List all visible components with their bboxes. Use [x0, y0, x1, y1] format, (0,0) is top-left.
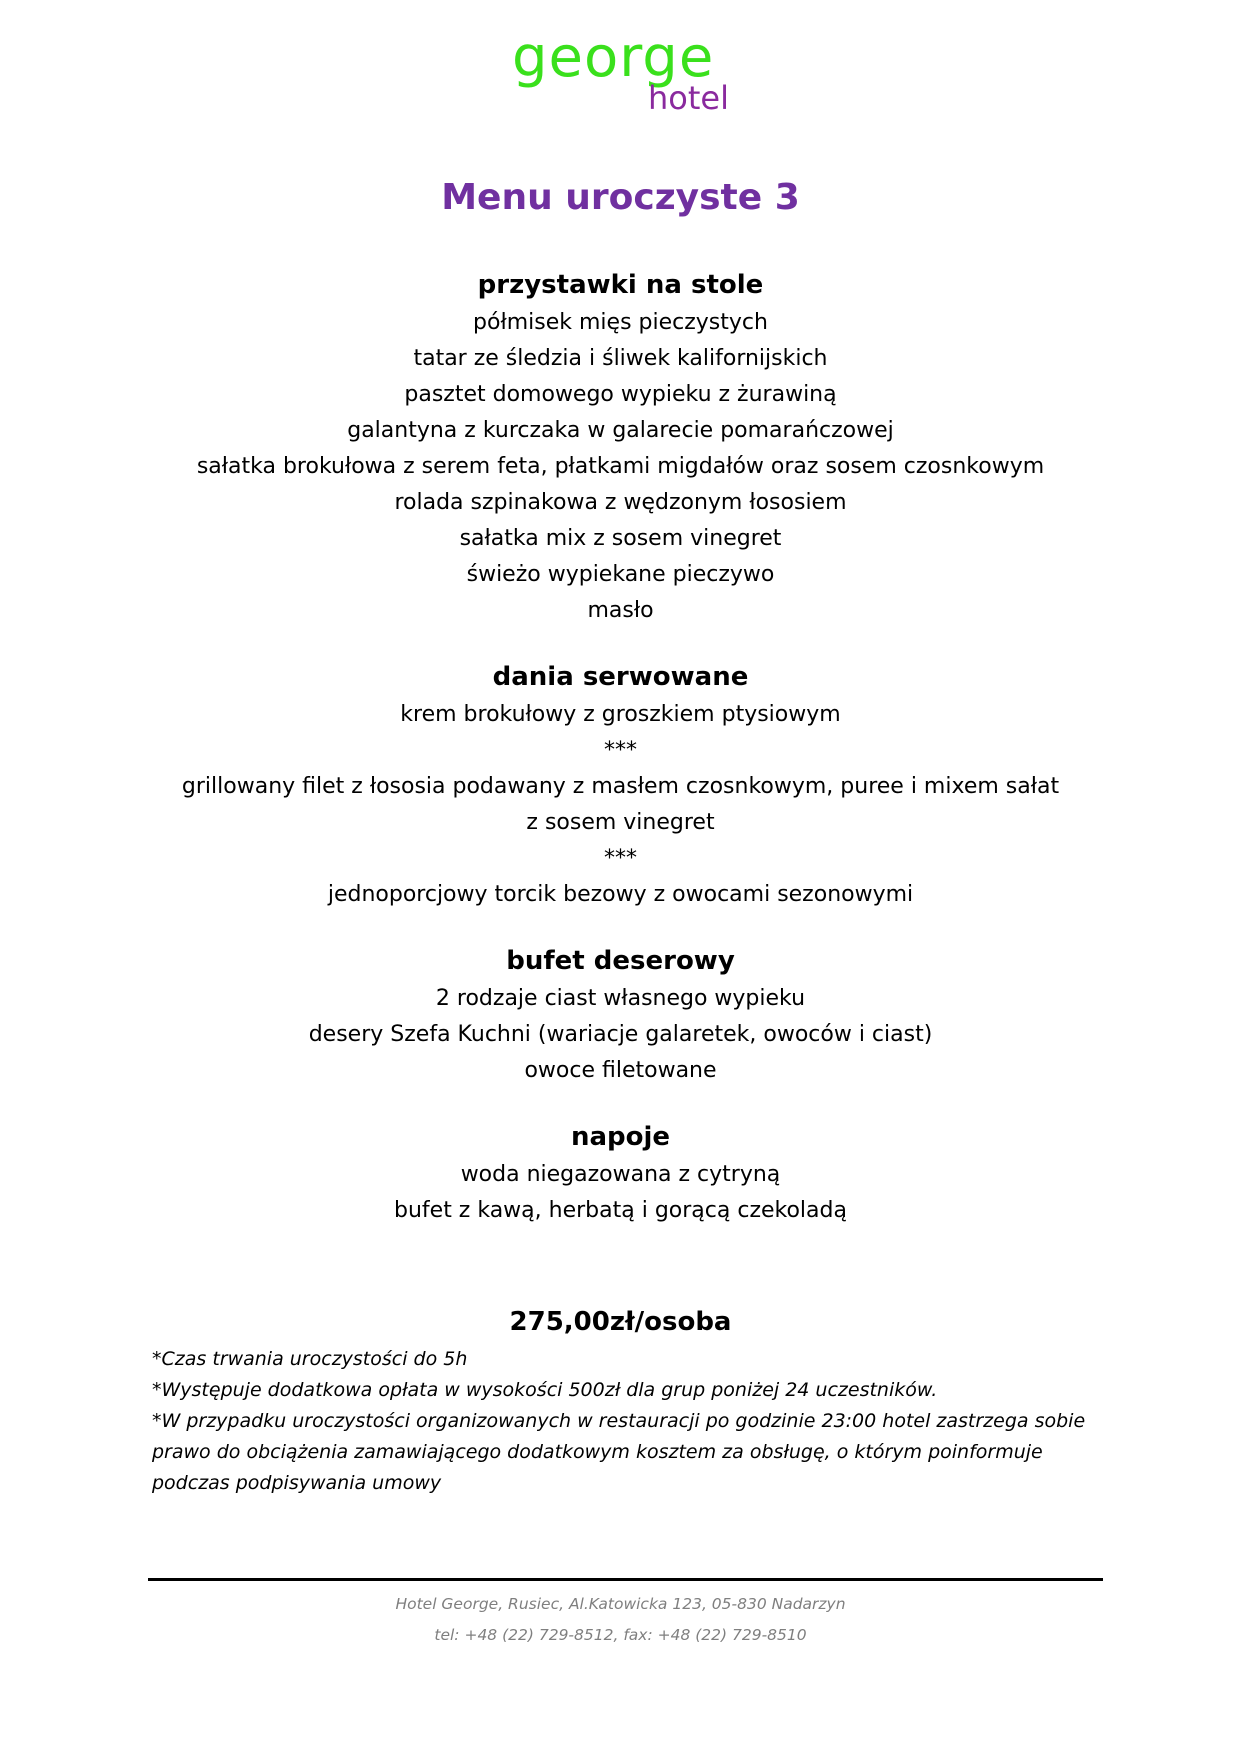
hotel-logo	[0, 25, 1241, 118]
menu-item: półmisek mięs pieczystych	[473, 310, 768, 335]
menu-item: sałatka brokułowa z serem feta, płatkami migdałów oraz sosem czosnkowym	[196, 454, 1045, 479]
course-separator: ***	[604, 738, 637, 763]
section-served-dishes	[0, 657, 1241, 913]
course-separator: ***	[604, 846, 637, 871]
menu-item: pasztet domowego wypieku z żurawiną	[404, 382, 837, 407]
menu-item: desery Szefa Kuchni (wariacje galaretek, owoców i ciast)	[308, 1022, 933, 1047]
menu-item: jednoporcjowy torcik bezowy z owocami sezonowymi	[327, 882, 914, 907]
menu-item: rolada szpinakowa z wędzonym łososiem	[394, 490, 847, 515]
menu-item: grillowany filet z łososia podawany z masłem czosnkowym, puree i mixem sałat	[181, 774, 1060, 799]
section-title: przystawki na stole	[477, 270, 764, 300]
menu-content	[0, 265, 1241, 1257]
menu-item: z sosem vinegret	[526, 810, 715, 835]
note-late-service: *W przypadku uroczystości organizowanych w restauracji po godzinie 23:00 hotel zastrzega sobie prawo do obciążenia zamawiającego dodatkowym kosztem za obsługę, o którym poinformuje podczas podpisywania umowy	[152, 1410, 1086, 1494]
menu-item: świeżo wypiekane pieczywo	[466, 562, 775, 587]
footer-divider	[148, 1578, 1103, 1581]
section-drinks	[0, 1117, 1241, 1229]
note-duration: *Czas trwania uroczystości do 5h	[152, 1348, 468, 1370]
section-dessert-buffet	[0, 941, 1241, 1089]
footer-phone: tel: +48 (22) 729-8512, fax: +48 (22) 729-8510	[434, 1626, 807, 1644]
section-title: bufet deserowy	[506, 946, 735, 976]
menu-item: galantyna z kurczaka w galarecie pomarańczowej	[347, 418, 894, 443]
section-title: dania serwowane	[492, 662, 749, 692]
menu-item: bufet z kawą, herbatą i gorącą czekoladą	[394, 1198, 847, 1223]
menu-item: masło	[587, 598, 654, 623]
menu-item: krem brokułowy z groszkiem ptysiowym	[400, 702, 841, 727]
footer-address: Hotel George, Rusiec, Al.Katowicka 123, 05-830 Nadarzyn	[395, 1595, 846, 1613]
menu-item: sałatka mix z sosem vinegret	[459, 526, 782, 551]
section-appetizers	[0, 265, 1241, 629]
menu-item: 2 rodzaje ciast własnego wypieku	[435, 986, 806, 1011]
notes	[152, 1344, 1092, 1499]
logo-wordmark-hotel: hotel	[648, 79, 729, 117]
page-title: Menu uroczyste 3	[441, 177, 800, 218]
section-title: napoje	[570, 1122, 671, 1152]
note-group-fee: *Występuje dodatkowa opłata w wysokości 500zł dla grup poniżej 24 uczestników.	[152, 1379, 938, 1401]
menu-item: owoce filetowane	[524, 1058, 717, 1083]
price-per-person: 275,00zł/osoba	[509, 1307, 732, 1337]
menu-item: tatar ze śledzia i śliwek kalifornijskich	[413, 346, 828, 371]
menu-item: woda niegazowana z cytryną	[460, 1162, 781, 1187]
logo-wordmark-george: george	[512, 25, 715, 90]
